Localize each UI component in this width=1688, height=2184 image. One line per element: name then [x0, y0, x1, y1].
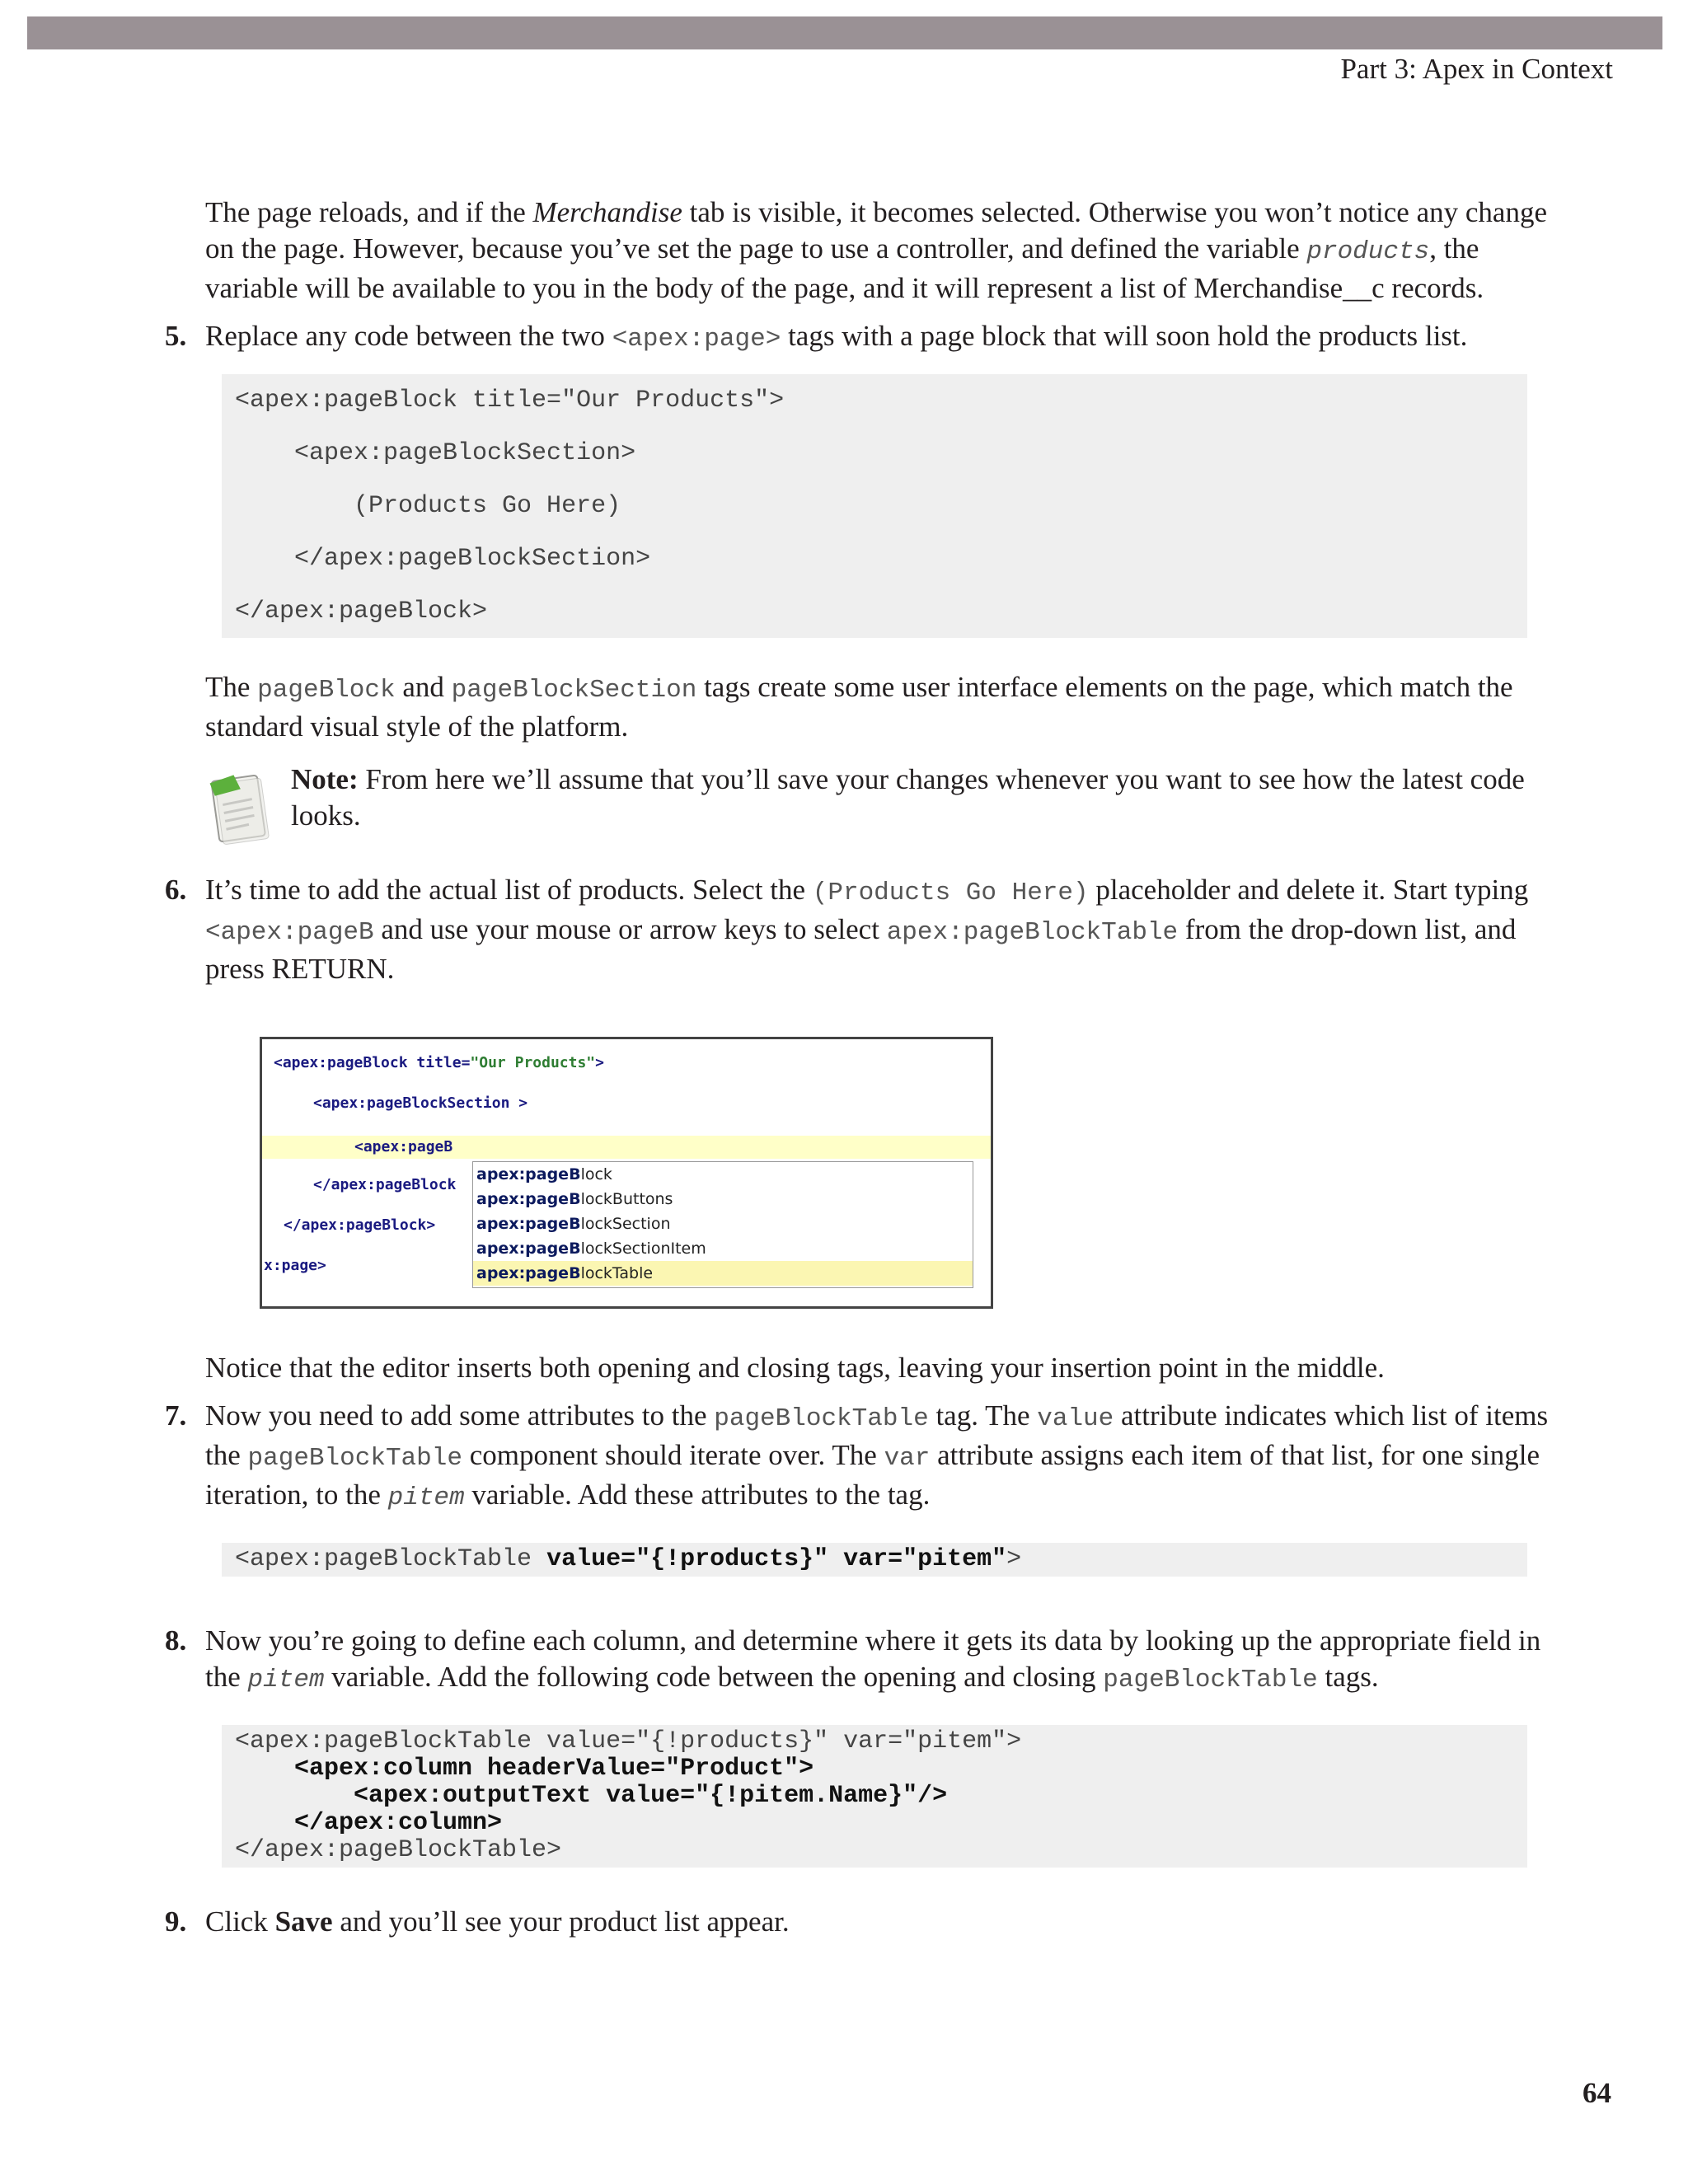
screenshot-line: x:page> — [264, 1257, 326, 1274]
inline-code: value — [1037, 1404, 1114, 1433]
code-line: (Products Go Here) — [235, 492, 621, 520]
step-number: 5. — [165, 320, 187, 352]
merchandise-tab-name: Merchandise — [532, 196, 682, 228]
code-line: <apex:pageBlockTable value="{!products}" var="pitem"> — [235, 1727, 1022, 1755]
inline-code: pageBlock — [257, 676, 396, 705]
dropdown-option[interactable]: apex:pageBlockSectionItem — [476, 1240, 706, 1258]
note-label: Note: — [291, 763, 359, 795]
note-text: Note: From here we’ll assume that you’ll save your changes whenever you want to see how the latest code looks. — [291, 763, 1525, 832]
dropdown-option[interactable]: apex:pageBlockSection — [476, 1215, 671, 1233]
page-number: 64 — [1582, 2077, 1611, 2109]
code-line: <apex:pageBlockTable value="{!products}" var="pitem"> — [235, 1545, 1022, 1573]
screenshot-line: <apex:pageBlockSection > — [313, 1094, 528, 1112]
code-line: </apex:pageBlockTable> — [235, 1836, 562, 1864]
inline-code: pageBlockTable — [1103, 1666, 1318, 1694]
screenshot-line: </apex:pageBlock — [313, 1176, 457, 1193]
insertion-note: Notice that the editor inserts both opening and closing tags, leaving your insertion point in the middle. — [205, 1352, 1385, 1384]
inline-code: <apex:pageB — [205, 918, 374, 947]
inline-code: pageBlockTable — [714, 1404, 929, 1433]
step-number: 8. — [165, 1624, 187, 1657]
code-line: </apex:pageBlock> — [235, 598, 488, 626]
top-bar — [27, 16, 1662, 49]
step-9: 9. Click Save and you’ll see your product list appear. — [205, 1904, 1549, 1940]
inline-code: pageBlockTable — [247, 1444, 462, 1473]
editor-autocomplete-screenshot — [260, 1037, 993, 1309]
dropdown-option[interactable]: apex:pageBlockButtons — [476, 1190, 673, 1208]
code-block-column — [222, 1725, 1527, 1868]
step-6: 6. It’s time to add the actual list of products. Select the (Products Go Here) placeholder and delete it. Start typing <apex:pageB and use your mouse or arrow keys to select apex:pageBlockTable from the drop-down list, and press RETURN. — [165, 874, 1529, 985]
code-line: <apex:pageBlock title="Our Products"> — [235, 387, 785, 415]
page-block-explanation: The pageBlock and pageBlockSection tags create some user interface elements on the page, which match the standard visual style of the platform. — [205, 671, 1513, 743]
screenshot-line: </apex:pageBlock> — [284, 1216, 436, 1234]
inline-code: var — [884, 1444, 931, 1473]
step-7: 7. Now you need to add some attributes to the pageBlockTable tag. The value attribute indicates which list of items the pageBlockTable component should iterate over. The var attribute assigns each item of that list, for one single iteration, to the pitem variable. Add these attributes to the tag. — [165, 1399, 1549, 1512]
code-block-page-block — [222, 374, 1527, 638]
inline-code: pitem — [247, 1666, 325, 1694]
code-line: <apex:pageBlockSection> — [235, 439, 636, 467]
code-line: <apex:column headerValue="Product"> — [235, 1755, 814, 1783]
inline-code: pageBlockSection — [451, 676, 697, 705]
inline-code: (Products Go Here) — [812, 879, 1089, 907]
running-header: Part 3: Apex in Context — [1340, 53, 1613, 85]
step-number: 9. — [165, 1905, 187, 1938]
inline-code: apex:pageBlockTable — [886, 918, 1179, 947]
screenshot-line: <apex:pageB — [354, 1138, 453, 1155]
code-line: <apex:outputText value="{!pitem.Name}"/> — [235, 1782, 948, 1810]
code-line: </apex:pageBlockSection> — [235, 545, 651, 573]
inline-code: <apex:page> — [612, 325, 781, 354]
dropdown-option[interactable]: apex:pageBlock — [476, 1165, 612, 1183]
screenshot-line: <apex:pageBlock title="Our Products"> — [274, 1054, 604, 1071]
step-5: 5. Replace any code between the two <apex:page> tags with a page block that will soon hold the products list. — [165, 320, 1468, 354]
inline-code: pitem — [387, 1483, 465, 1512]
note-callout — [205, 762, 1549, 852]
code-line: </apex:column> — [235, 1809, 503, 1837]
intro-paragraph: The page reloads, and if the Merchandise tab is visible, it becomes selected. Otherwise you won’t notice any change on the page. However, because you’ve set the page to use a controller, and defined the variable products, the variable will be available to you in the body of the page, and it will represent a list of Merchandise__c records. — [205, 196, 1547, 304]
autocomplete-dropdown[interactable] — [472, 1161, 973, 1288]
step-number: 7. — [165, 1399, 187, 1432]
dropdown-option-selected[interactable]: apex:pageBlockTable — [473, 1261, 973, 1286]
note-icon — [205, 766, 271, 849]
step-8: 8. Now you’re going to define each column, and determine where it gets its data by looking up the appropriate field in the pitem variable. Add the following code between the opening and closing pageBlockTable tags. — [165, 1624, 1541, 1694]
page-content — [165, 194, 1549, 1940]
code-block-table-attributes — [222, 1543, 1527, 1577]
save-label: Save — [274, 1905, 333, 1938]
inline-code: products — [1306, 237, 1430, 266]
step-number: 6. — [165, 874, 187, 906]
